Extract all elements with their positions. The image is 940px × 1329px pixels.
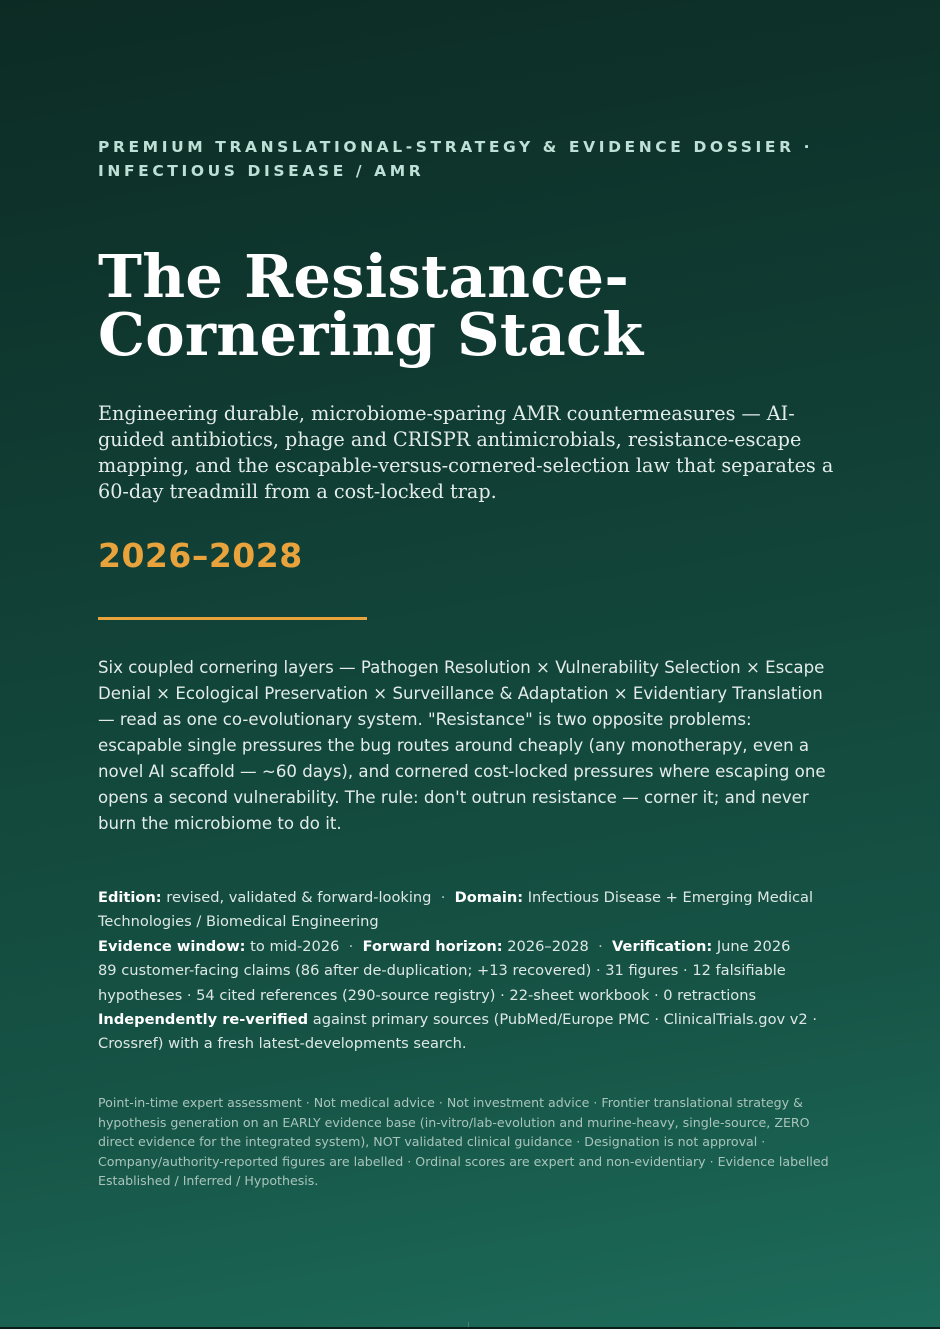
accent-divider: [98, 617, 367, 620]
evidence-window-label: Evidence window:: [98, 937, 246, 955]
verification-label: Verification:: [612, 937, 713, 955]
edition-label: Edition:: [98, 889, 162, 906]
forward-horizon-value: 2026–2028: [507, 937, 589, 955]
page-bottom-tick: [468, 1322, 469, 1327]
dossier-stats: 89 customer-facing claims (86 after de-duplication; +13 recovered) · 31 figures · 12 falsifiable hypotheses · 54 cited references (290-source registry) · 22-sheet workbook · 0 retractions: [98, 962, 786, 1004]
forward-horizon-label: Forward horizon:: [362, 937, 503, 955]
title-line-1: The Resistance-: [98, 242, 630, 311]
evidence-window-value: to mid-2026: [250, 937, 340, 955]
verification-value: June 2026: [716, 937, 791, 955]
title-line-2: Cornering Stack: [98, 300, 644, 369]
edition-metadata: [98, 886, 840, 1057]
meta-separator: ·: [348, 937, 354, 955]
meta-separator: ·: [440, 889, 446, 906]
year-range: 2026–2028: [98, 536, 303, 575]
dossier-kicker: PREMIUM TRANSLATIONAL-STRATEGY & EVIDENCE DOSSIER · INFECTIOUS DISEASE / AMR: [98, 138, 814, 180]
meta-separator: ·: [598, 937, 603, 955]
page-title: [98, 242, 840, 369]
domain-value: Infectious Disease + Emerging Medical Technologies / Biomedical Engineering: [98, 889, 814, 931]
reverified-label: Independently re-verified: [98, 1011, 309, 1029]
edition-value: revised, validated & forward-looking: [166, 889, 432, 906]
domain-label: Domain:: [454, 889, 524, 906]
disclaimer-text: Point-in-time expert assessment · Not medical advice · Not investment advice · Frontier translational strategy & hypothesis generation on an EARLY evidence base (in-vitro/lab-evolution and murine-heavy, single-source, ZERO direct evidence for the integrated system), NOT validated clinical guidance · Designation is not approval · Company/authority-reported figures are labelled · Ordinal scores are expert and non-evidentiary · Evidence labelled Established / Inferred / Hypothesis.: [98, 1095, 829, 1189]
reverified-value: against primary sources (PubMed/Europe PMC · ClinicalTrials.gov v2 · Crossref) with a fresh latest-developments search.: [98, 1011, 817, 1053]
page-subtitle: Engineering durable, microbiome-sparing AMR countermeasures — AI-guided antibiotics, phage and CRISPR antimicrobials, resistance-escape mapping, and the escapable-versus-cornered-selection law that separates a 60-day treadmill from a cost-locked trap.: [98, 402, 834, 503]
summary-paragraph: Six coupled cornering layers — Pathogen Resolution × Vulnerability Selection × Escape Denial × Ecological Preservation × Surveillance & Adaptation × Evidentiary Translation — read as one co-evolutionary system. "Resistance" is two opposite problems: escapable single pressures the bug routes around cheaply (any monotherapy, even a novel AI scaffold — ~60 days), and cornered cost-locked pressures where escaping one opens a second vulnerability. The rule: don't outrun resistance — corner it; and never burn the microbiome to do it.: [98, 658, 826, 833]
